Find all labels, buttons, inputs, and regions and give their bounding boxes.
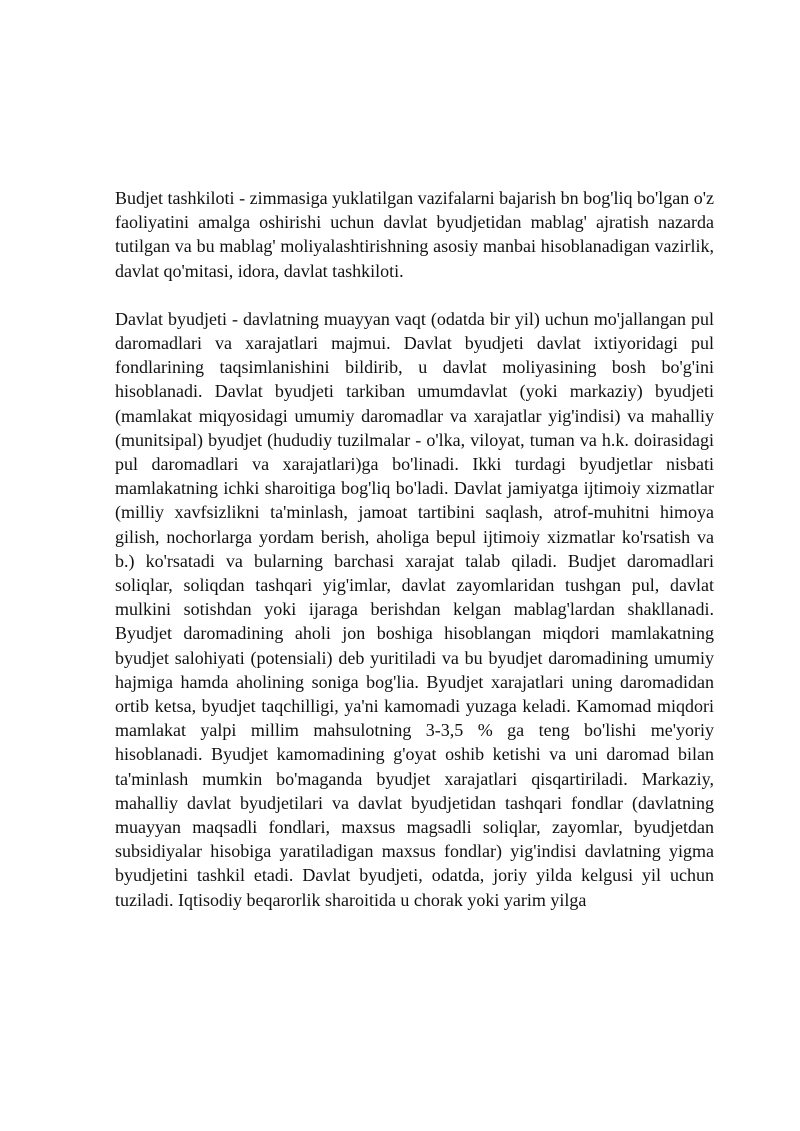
paragraph-budjet-tashkiloti: Budjet tashkiloti - zimmasiga yuklatilgan vazifalarni bajarish bn bog'liq bo'lgan o'z faoliyatini amalga oshirishi uchun davlat byudjetidan mablag' ajratish nazarda tutilgan va bu mablag' moliyalashtirishning asosiy manbai hisoblanadigan vazirlik, davlat qo'mitasi, idora, davlat tashkiloti.: [115, 188, 714, 281]
document-body: [115, 186, 714, 912]
paragraph-davlat-byudjeti: Davlat byudjeti - davlatning muayyan vaqt (odatda bir yil) uchun mo'jallangan pul daromadlari va xarajatlari majmui. Davlat byudjeti davlat ixtiyoridagi pul fondlarining taqsimlanishini bildirib, u davlat moliyasining bosh bo'g'ini hisoblanadi. Davlat byudjeti tarkiban umumdavlat (yoki markaziy) byudjeti (mamlakat miqyosidagi umumiy daromadlar va xarajatlar yig'indisi) va mahalliy (munitsipal) byudjet (hududiy tuzilmalar - o'lka, viloyat, tuman va h.k. doirasidagi pul daromadlari va xarajatlari)ga bo'linadi. Ikki turdagi byudjetlar nisbati mamlakatning ichki sharoitiga bog'liq bo'ladi. Davlat jamiyatga ijtimoiy xizmatlar (milliy xavfsizlikni ta'minlash, jamoat tartibini saqlash, atrof-muhitni himoya gilish, nochorlarga yordam berish, aholiga bepul ijtimoiy xizmatlar ko'rsatish va b.) ko'rsatadi va bularning barchasi xarajat talab qiladi. Budjet daromadlari soliqlar, soliqdan tashqari yig'imlar, davlat zayomlaridan tushgan pul, davlat mulkini sotishdan yoki ijaraga berishdan kelgan mablag'lardan shakllanadi. Byudjet daromadining aholi jon boshiga hisoblangan miqdori mamlakatning byudjet salohiyati (potensiali) deb yuritiladi va bu byudjet daromadining umumiy hajmiga hamda aholining soniga bog'lia. Byudjet xarajatlari uning daromadidan ortib ketsa, byudjet taqchilligi, ya'ni kamomadi yuzaga keladi. Kamomad miqdori mamlakat yalpi millim mahsulotning 3-3,5 % ga teng bo'lishi me'yoriy hisoblanadi. Byudjet kamomadining g'oyat oshib ketishi va uni daromad bilan ta'minlash mumkin bo'maganda byudjet xarajatlari qisqartiriladi. Markaziy, mahalliy davlat byudjetilari va davlat byudjetidan tashqari fondlar (davlatning muayyan maqsadli fondlari, maxsus magsadli soliqlar, zayomlar, byudjetdan subsidiyalar hisobiga yaratiladigan maxsus fondlar) yig'indisi davlatning yigma byudjetini tashkil etadi. Davlat byudjeti, odatda, joriy yilda kelgusi yil uchun tuziladi. Iqtisodiy beqarorlik sharoitida u chorak yoki yarim yilga: [115, 308, 714, 910]
